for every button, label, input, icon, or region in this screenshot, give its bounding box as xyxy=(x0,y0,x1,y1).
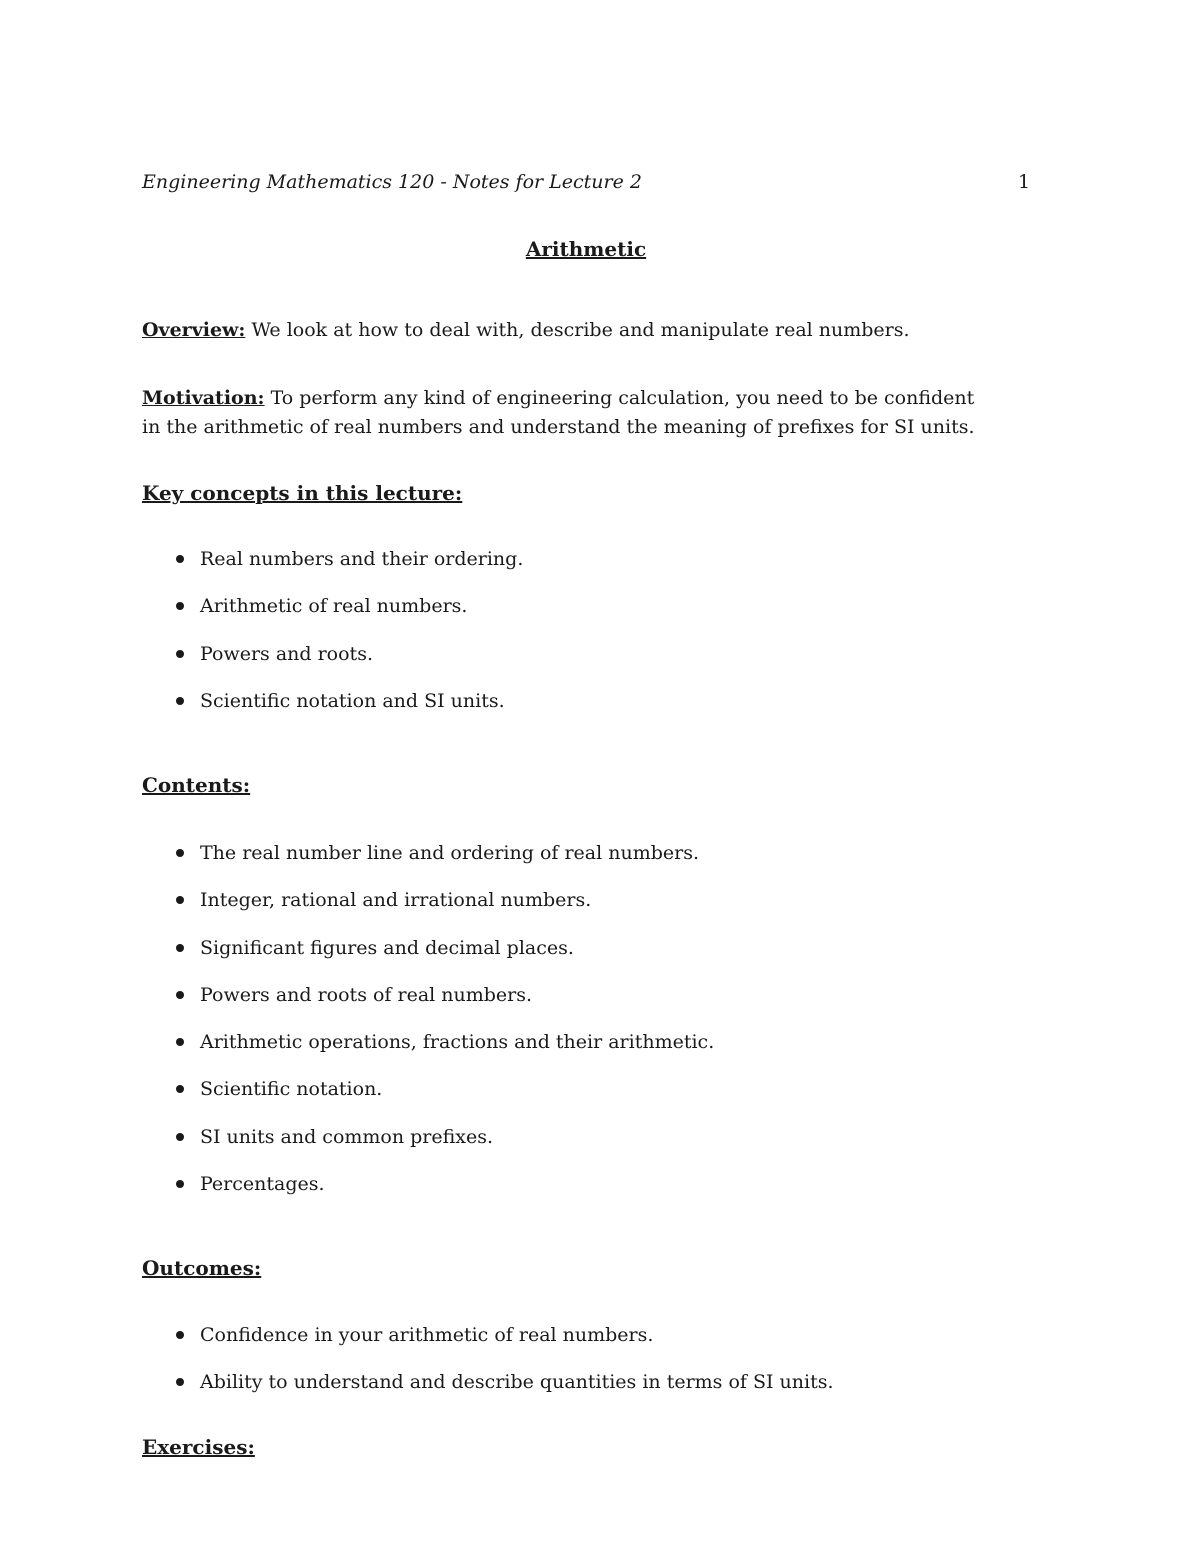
contents-list xyxy=(172,840,714,1218)
list-item: Arithmetic operations, fractions and their arithmetic. xyxy=(172,1029,714,1076)
list-item: Confidence in your arithmetic of real numbers. xyxy=(172,1322,834,1369)
bullet-icon xyxy=(176,697,184,705)
list-item: SI units and common prefixes. xyxy=(172,1124,714,1171)
list-item: The real number line and ordering of real numbers. xyxy=(172,840,714,887)
page-title: Arithmetic xyxy=(525,237,647,261)
bullet-icon xyxy=(176,555,184,563)
bullet-icon xyxy=(176,602,184,610)
bullet-icon xyxy=(176,991,184,999)
contents-heading: Contents: xyxy=(142,773,251,797)
page-number: 1 xyxy=(1018,171,1031,193)
bullet-icon xyxy=(176,1331,184,1339)
bullet-icon xyxy=(176,650,184,658)
key-concepts-list xyxy=(172,546,523,735)
overview-paragraph xyxy=(142,316,910,345)
running-header-title: Engineering Mathematics 120 - Notes for Lecture 2 xyxy=(142,171,642,193)
overview-text: We look at how to deal with, describe and manipulate real numbers. xyxy=(251,319,910,341)
list-item: Arithmetic of real numbers. xyxy=(172,593,523,640)
list-item: Integer, rational and irrational numbers. xyxy=(172,887,714,934)
overview-label: Overview: xyxy=(142,319,246,341)
motivation-label: Motivation: xyxy=(142,387,265,409)
bullet-icon xyxy=(176,1180,184,1188)
list-item: Scientific notation. xyxy=(172,1076,714,1123)
list-item: Scientific notation and SI units. xyxy=(172,688,523,735)
bullet-icon xyxy=(176,1133,184,1141)
list-item: Ability to understand and describe quantities in terms of SI units. xyxy=(172,1369,834,1416)
key-concepts-heading: Key concepts in this lecture: xyxy=(142,481,463,505)
bullet-icon xyxy=(176,1038,184,1046)
list-item: Real numbers and their ordering. xyxy=(172,546,523,593)
bullet-icon xyxy=(176,1085,184,1093)
list-item: Significant figures and decimal places. xyxy=(172,935,714,982)
motivation-text-line2: in the arithmetic of real numbers and understand the meaning of prefixes for SI units. xyxy=(142,416,975,438)
bullet-icon xyxy=(176,896,184,904)
list-item: Powers and roots of real numbers. xyxy=(172,982,714,1029)
exercises-heading: Exercises: xyxy=(142,1435,255,1459)
outcomes-list xyxy=(172,1322,834,1417)
motivation-paragraph xyxy=(142,384,975,442)
bullet-icon xyxy=(176,944,184,952)
bullet-icon xyxy=(176,1378,184,1386)
list-item: Percentages. xyxy=(172,1171,714,1218)
bullet-icon xyxy=(176,849,184,857)
outcomes-heading: Outcomes: xyxy=(142,1256,262,1280)
list-item: Powers and roots. xyxy=(172,641,523,688)
motivation-text-line1: To perform any kind of engineering calculation, you need to be confident xyxy=(270,387,975,409)
